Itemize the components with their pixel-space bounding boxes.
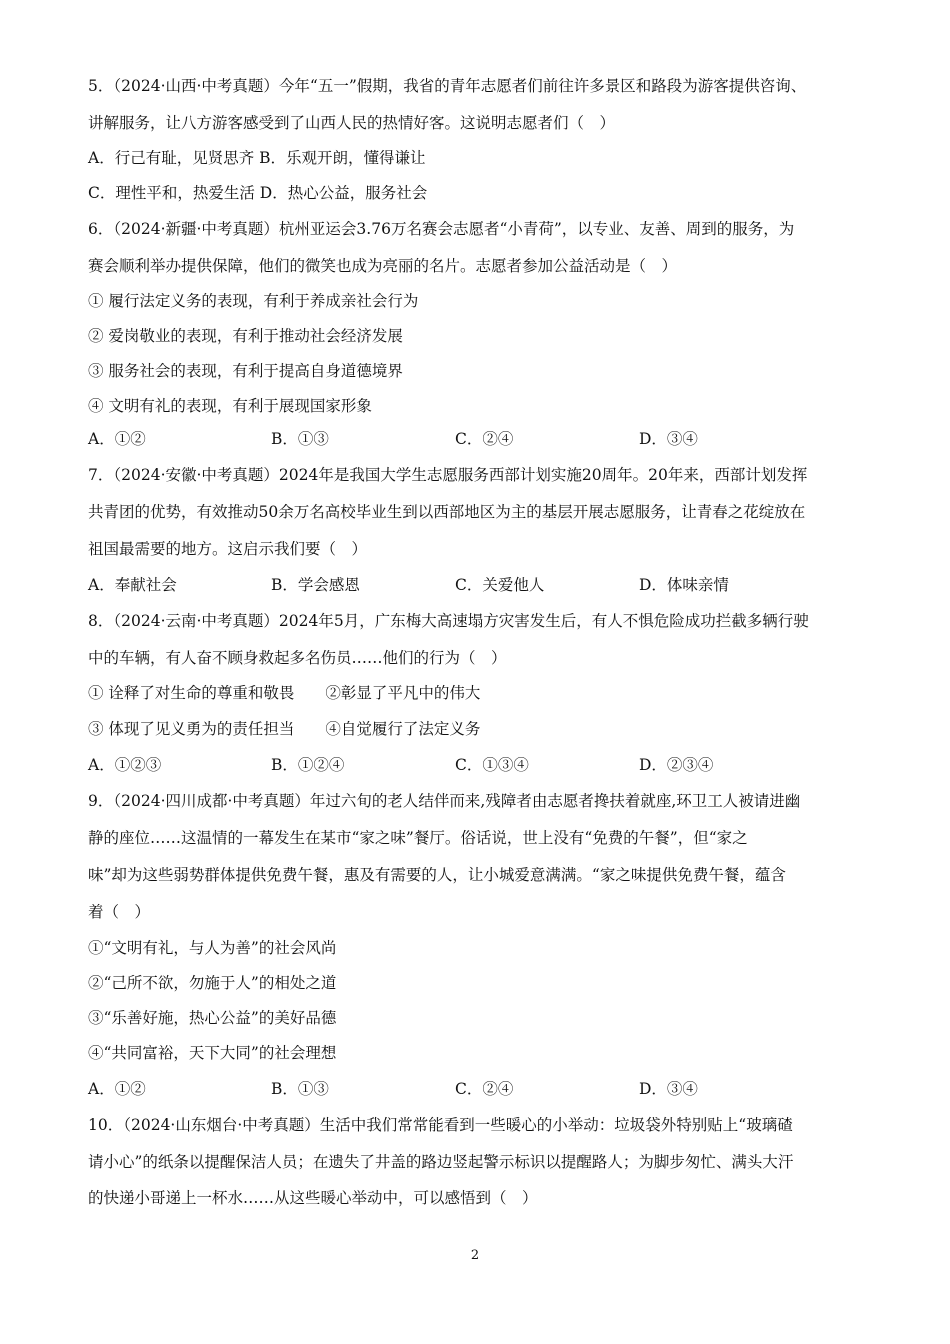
question-7-option-b: B．学会感恩 [271,576,360,594]
question-8-number: 8． [88,612,114,630]
question-6-line-1: 6．（2024·新疆·中考真题）杭州亚运会3.76万名赛会志愿者“小青荷”，以专业、友善、周到的服务，为 [88,220,795,238]
question-9-option-b: B．①③ [271,1080,329,1098]
question-9-statement-2: ②“己所不欲，勿施于人”的相处之道 [88,974,337,992]
question-9-line-3: 味”却为这些弱势群体提供免费午餐，惠及有需要的人，让小城爱意满满。“家之味提供免费午餐，蕴含 [88,866,786,884]
page-number: 2 [470,1248,480,1263]
question-6-line-2: 赛会顺利举办提供保障，他们的微笑也成为亮丽的名片。志愿者参加公益活动是（ ） [88,257,678,275]
question-6-option-b: B．①③ [271,430,329,448]
question-9-option-a: A．①② [88,1080,146,1098]
question-6-statement-4: ④ 文明有礼的表现，有利于展现国家形象 [88,397,372,415]
question-7-option-c: C．关爱他人 [455,576,545,594]
question-10-line-1: 10．（2024·山东烟台·中考真题）生活中我们常常能看到一些暖心的小举动：垃圾袋外特别贴上“玻璃碴 [88,1116,793,1134]
question-8-option-c: C．①③④ [455,756,529,774]
question-9-option-c: C．②④ [455,1080,514,1098]
question-8-option-d: D．②③④ [639,756,714,774]
question-9-statement-3: ③“乐善好施，热心公益”的美好品德 [88,1009,337,1027]
question-10-number: 10． [88,1116,124,1134]
question-9-statement-1: ①“文明有礼，与人为善”的社会风尚 [88,939,337,957]
question-7-line-2: 共青团的优势，有效推动50余万名高校毕业生到以西部地区为主的基层开展志愿服务，让青春之花绽放在 [88,503,806,521]
question-5-line-1: 5．（2024·山西·中考真题）今年“五一”假期，我省的青年志愿者们前往许多景区和路段为游客提供咨询、 [88,77,807,95]
question-6-statement-3: ③ 服务社会的表现，有利于提高自身道德境界 [88,362,403,380]
question-9-number: 9． [88,792,114,810]
question-7-line-3: 祖国最需要的地方。这启示我们要（ ） [88,540,368,558]
question-6-number: 6． [88,220,114,238]
question-6-statement-1: ① 履行法定义务的表现，有利于养成亲社会行为 [88,292,419,310]
question-9-option-d: D．③④ [639,1080,698,1098]
question-8-option-b: B．①②④ [271,756,345,774]
question-9-line-1: 9．（2024·四川成都·中考真题）年过六旬的老人结伴而来,残障者由志愿者搀扶着就座,环卫工人被请进幽 [88,792,801,810]
question-5-number: 5． [88,77,114,95]
question-8-statement-2: ③ 体现了见义勇为的责任担当 ④自觉履行了法定义务 [88,720,481,738]
question-8-option-a: A．①②③ [88,756,162,774]
question-10-line-3: 的快递小哥递上一杯水……从这些暖心举动中，可以感悟到（ ） [88,1189,538,1207]
question-8-line-1: 8．（2024·云南·中考真题）2024年5月，广东梅大高速塌方灾害发生后，有人不惧危险成功拦截多辆行驶 [88,612,809,630]
question-10-line-2: 请小心”的纸条以提醒保洁人员；在遗失了井盖的路边竖起警示标识以提醒路人；为脚步匆忙、满头大汗 [88,1153,794,1171]
question-8-statement-1: ① 诠释了对生命的尊重和敬畏 ②彰显了平凡中的伟大 [88,684,481,702]
question-8-line-2: 中的车辆，有人奋不顾身救起多名伤员……他们的行为（ ） [88,649,507,667]
question-9-statement-4: ④“共同富裕，天下大同”的社会理想 [88,1044,337,1062]
question-7-number: 7． [88,466,114,484]
question-7-line-1: 7．（2024·安徽·中考真题）2024年是我国大学生志愿服务西部计划实施20周年。20年来，西部计划发挥 [88,466,808,484]
question-7-option-d: D．体味亲情 [639,576,729,594]
question-6-option-a: A．①② [88,430,146,448]
question-5-line-2: 讲解服务，让八方游客感受到了山西人民的热情好客。这说明志愿者们（ ） [88,114,616,132]
question-5-option-cd: C．理性平和，热爱生活 D．热心公益，服务社会 [88,184,428,202]
question-6-option-d: D．③④ [639,430,698,448]
question-9-line-4: 着（ ） [88,903,151,921]
question-9-line-2: 静的座位……这温情的一幕发生在某市“家之味”餐厅。俗话说，世上没有“免费的午餐”，但“家之 [88,829,748,847]
question-6-option-c: C．②④ [455,430,514,448]
question-6-statement-2: ② 爱岗敬业的表现，有利于推动社会经济发展 [88,327,403,345]
question-7-option-a: A．奉献社会 [88,576,177,594]
question-5-option-ab: A．行己有耻，见贤思齐 B．乐观开朗，懂得谦让 [88,149,426,167]
